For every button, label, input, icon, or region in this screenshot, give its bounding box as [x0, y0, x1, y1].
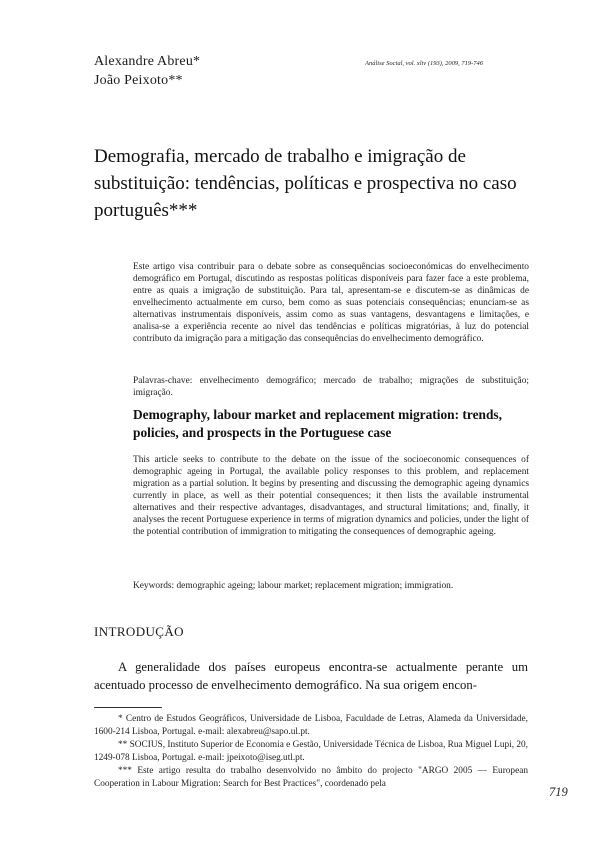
body-paragraph: A generalidade dos países europeus encontra-se actualmente perante um acentuado processo de envelhecimento demográfico. Na sua origem encon- — [94, 660, 528, 692]
article-title: Demografia, mercado de trabalho e imigração de substituição: tendências, políticas e prospectiva no caso português*** — [94, 146, 517, 221]
keywords-label: Palavras-chave: — [133, 376, 193, 386]
keywords-portuguese — [133, 375, 529, 399]
footnote-divider — [94, 707, 162, 708]
keywords-text: demographic ageing; labour market; replacement migration; immigration. — [176, 581, 454, 591]
author-name: Alexandre Abreu* — [94, 54, 201, 69]
footnote: *** Este artigo resulta do trabalho desenvolvido no âmbito do projecto "ARGO 2005 — European Cooperation in Labour Migration: Search for Best Practices", coordenado pela — [94, 766, 528, 789]
journal-reference: Análise Social, vol. xliv (193), 2009, 719-746 — [365, 60, 484, 67]
author-name: João Peixoto** — [94, 73, 183, 88]
footnotes — [94, 713, 528, 791]
footnote: * Centro de Estudos Geográficos, Universidade de Lisboa, Faculdade de Letras, Alameda da Universidade, 1600-214 Lisboa, Portugal. e-mail: alexabreu@sapo.ul.pt. — [94, 714, 528, 737]
abstract-english: This article seeks to contribute to the debate on the issue of the socioeconomic consequences of demographic ageing in Portugal, the available policy responses to this problem, and replacement migration as a partial solution. It begins by presenting and discussing the demographic ageing dynamics currently in place, as well as their potential consequences; it then lists the available instrumental alternatives and their respective advantages, disadvantages, and structural limitations; and, finally, it analyses the recent Portuguese experience in terms of migration dynamics and policies, under the light of the potential contribution of immigration to mitigating the consequences of demographic ageing. — [133, 455, 529, 537]
keywords-text: envelhecimento demográfico; mercado de trabalho; migrações de substituição; imigração. — [133, 376, 529, 398]
keywords-label: Keywords: — [133, 581, 175, 591]
page-number: 719 — [549, 785, 568, 799]
keywords-english — [133, 580, 529, 592]
author-block — [94, 52, 200, 90]
footnote: ** SOCIUS, Instituto Superior de Economia e Gestão, Universidade Técnica de Lisboa, Rua Miguel Lupi, 20, 1249-078 Lisboa, Portugal. e-mail: jpeixoto@iseg.utl.pt. — [94, 740, 528, 763]
english-title: Demography, labour market and replacement migration: trends, policies, and prospects in the Portuguese case — [133, 407, 502, 440]
section-heading: INTRODUÇÃO — [94, 624, 184, 639]
abstract-portuguese: Este artigo visa contribuir para o debate sobre as consequências socioeconómicas do envelhecimento demográfico em Portugal, discutindo as respostas políticas disponíveis para fazer face a este problema, entre as quais a imigração de substituição. Para tal, apresentam-se e discutem-se as dinâmicas de envelhecimento actualmente em curso, bem como as suas potenciais consequências; enunciam-se as alternativas instrumentais disponíveis, assim como as suas vantagens, desvantagens e limitações, e analisa-se a experiência recente ao nível das tendências e políticas migratórias, à luz do potencial contributo da imigração para a mitigação das consequências do envelhecimento demográfico. — [133, 262, 529, 344]
